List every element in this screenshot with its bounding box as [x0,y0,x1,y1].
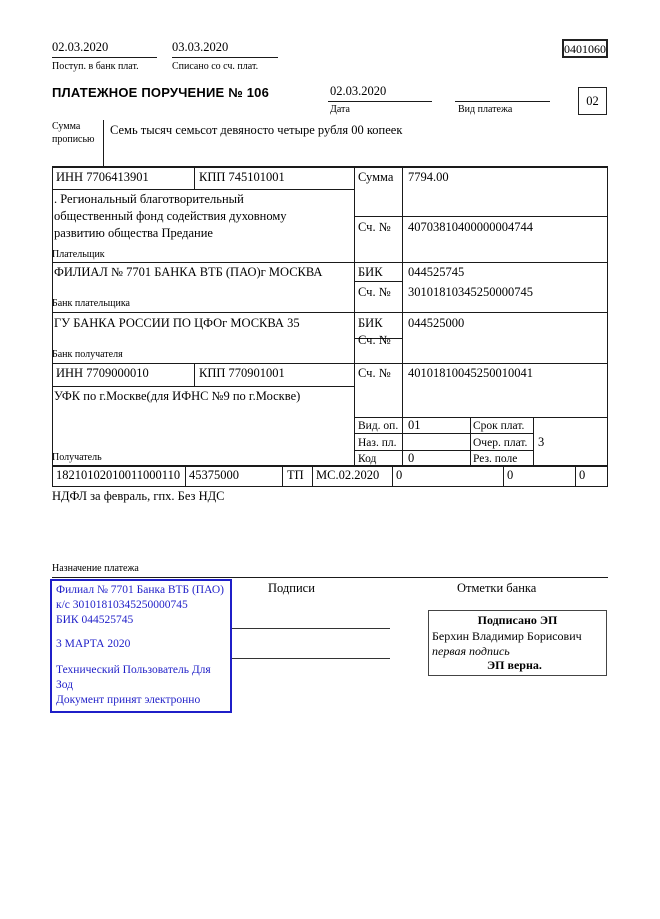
period-value: МС.02.2020 [316,468,380,482]
border-line [52,577,608,578]
payment-kind-label: Вид платежа [458,104,513,115]
payee-name: УФК по г.Москве(для ИФНС №9 по г.Москве) [54,389,301,403]
stamp-bik: БИК 044525745 [56,614,134,626]
purpose-text: НДФЛ за февраль, гпх. Без НДС [52,489,225,503]
payee-kpp: КПП 770901001 [199,366,285,380]
document-title: ПЛАТЕЖНОЕ ПОРУЧЕНИЕ № 106 [52,85,270,100]
esign-title: Подписано ЭП [477,613,558,627]
op-kind-label: Вид. оп. [358,420,399,432]
doc-number-value: 0 [396,468,403,482]
payer-account-label: Сч. № [358,220,391,234]
esign-subtitle: первая подпись [432,644,510,658]
purpose-code-label: Наз. пл. [358,437,397,449]
stamp-user-line1: Технический Пользователь Для [56,664,211,676]
amount-words-label-2: прописью [52,134,95,145]
signature-line-2 [232,658,390,659]
payee-bank-bik-value: 044525000 [408,316,465,330]
payment-type-value: 0 [579,468,586,482]
payer-bank-account-value: 30101810345250000745 [408,285,533,299]
doc-date-value: 0 [507,468,514,482]
amount-in-words: Семь тысяч семьсот девяносто четыре рубля 00 копеек [110,123,403,137]
esign-name: Берхин Владимир Борисович [432,629,582,643]
payee-label: Получатель [52,452,102,463]
purpose-label: Назначение платежа [52,563,139,574]
border-line [172,57,278,58]
received-date-label: Поступ. в банк плат. [52,61,139,72]
payer-bank-bik-label: БИК [358,265,383,279]
payer-name-line2: общественный фонд содействия духовному [54,209,287,223]
form-code-box: 0401060 [562,39,608,58]
stamp-user-line2: Зод [56,679,74,691]
code-value: 0 [408,451,415,465]
payer-name-line1: . Региональный благотворительный [54,192,244,206]
debited-date-label: Списано со сч. плат. [172,61,259,72]
received-date: 02.03.2020 [52,40,109,54]
payer-account-value: 40703810400000004744 [408,220,533,234]
payee-bank-bik-label: БИК [358,316,383,330]
payee-bank-account-label: Сч. № [358,333,391,347]
payee-inn: ИНН 7709000010 [56,366,149,380]
oktmo-value: 45375000 [189,468,239,482]
document-date: 02.03.2020 [330,84,387,98]
code-label: Код [358,453,377,465]
payer-bank-bik-value: 044525745 [408,265,465,279]
stamp-bank-name: Филиал № 7701 Банка ВТБ (ПАО) [56,584,224,596]
priority-label: Очер. плат. [473,437,528,449]
kbk-value: 18210102010011000110 [56,468,181,482]
esign-verified: ЭП верна. [487,658,542,672]
sum-label: Сумма [358,170,394,184]
signatures-header: Подписи [268,581,315,595]
payee-bank-name: ГУ БАНКА РОССИИ ПО ЦФОг МОСКВА 35 [54,316,300,330]
priority-value: 3 [538,435,545,449]
border-line [52,57,157,58]
op-kind-value: 01 [408,418,421,432]
payer-inn: ИНН 7706413901 [56,170,149,184]
amount-words-label-1: Сумма [52,121,81,132]
stamp-date: 3 МАРТА 2020 [56,638,131,650]
border-line [328,101,432,102]
date-label: Дата [330,104,350,115]
debited-date: 03.03.2020 [172,40,229,54]
bank-marks-header: Отметки банка [457,581,537,595]
stamp-accepted: Документ принят электронно [56,694,201,706]
signature-line-1 [232,628,390,629]
payee-account-value: 40101810045250010041 [408,366,533,380]
payee-account-label: Сч. № [358,366,391,380]
payer-kpp: КПП 745101001 [199,170,285,184]
payer-name-line3: развитию общества Предание [54,226,213,240]
payer-label: Плательщик [52,249,105,260]
payer-status-box: 02 [578,87,607,115]
border-line [455,101,550,102]
due-date-label: Срок плат. [473,420,525,432]
payer-bank-account-label: Сч. № [358,285,391,299]
reserve-field-label: Рез. поле [473,453,518,465]
border-line [103,120,104,166]
stamp-corr-account: к/с 30101810345250000745 [56,599,188,611]
sum-value: 7794.00 [408,170,449,184]
payee-bank-label: Банк получателя [52,349,123,360]
payer-bank-label: Банк плательщика [52,298,130,309]
payer-bank-name: ФИЛИАЛ № 7701 БАНКА ВТБ (ПАО)г МОСКВА [54,265,323,279]
basis-value: ТП [287,468,304,482]
